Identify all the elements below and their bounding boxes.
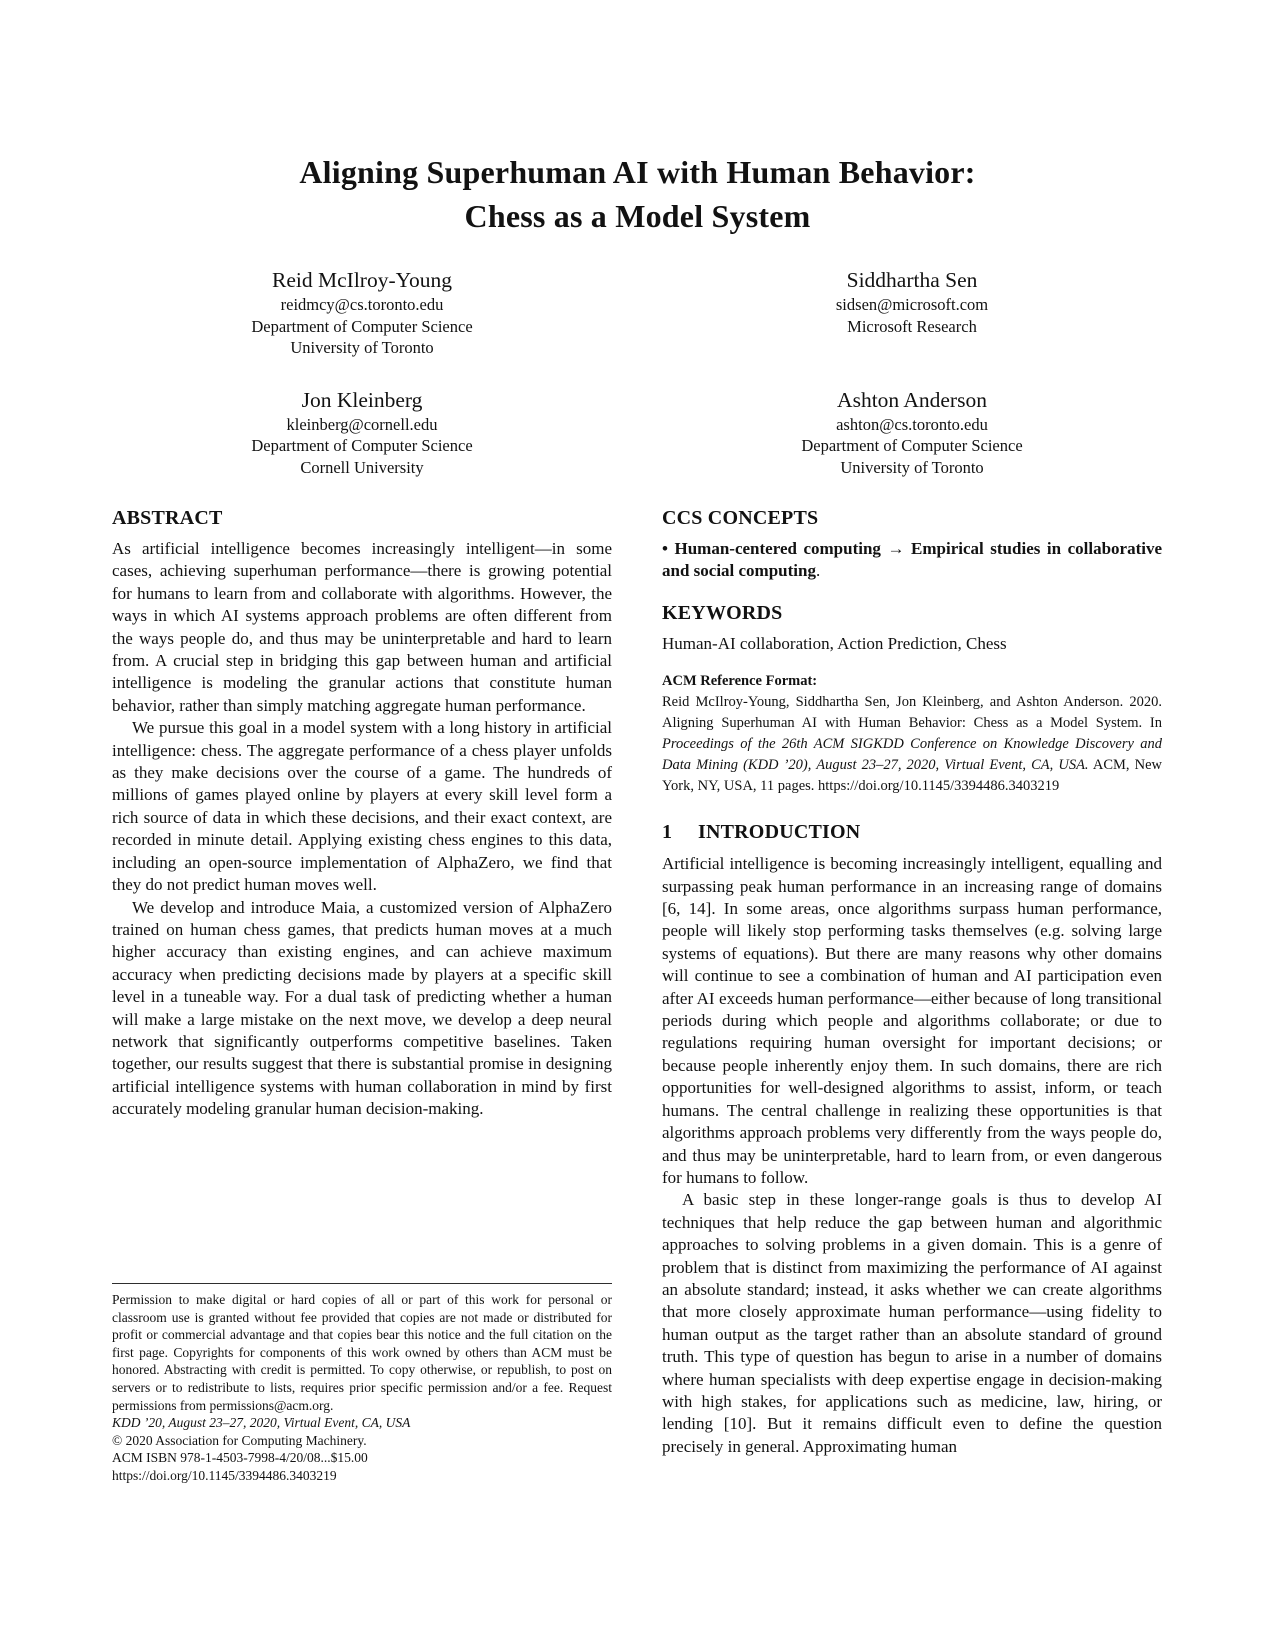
reference-publisher: ACM, New York, NY, USA, 11 pages. https://doi.org/10.1145/3394486.3403219 [662, 757, 1162, 795]
paper-title-line1: Aligning Superhuman AI with Human Behavior: [299, 154, 976, 190]
introduction-paragraph-1: Artificial intelligence is becoming increasingly intelligent, equalling and surpassing peak human performance in an increasing range of domains [6, 14]. In some areas, once algorithms surpass human performance, people will likely stop performing tasks themselves (e.g. solving large systems of equations). But there are many reasons why other domains will continue to see a combination of human and AI participation even after AI exceeds human performance—either because of long transitional periods during which people and algorithms collaborate; or due to regulations requiring human oversight for important decisions; or because people inherently enjoy them. In such domains, there are rich opportunities for well-designed algorithms to assist, inform, or teach humans. The central challenge in realizing these opportunities is that algorithms approach problems very differently from the ways people do, and thus may be uninterpretable, hard to learn from, or even dangerous for humans to follow. [662, 854, 1162, 1187]
author-affiliation: Microsoft Research [847, 316, 977, 336]
ccs-concept: Empirical studies in collaborative and social computing [662, 539, 1163, 581]
author-affiliation: Department of Computer Science [251, 436, 473, 455]
arrow-right-icon: → [887, 539, 905, 558]
ccs-period: . [815, 561, 821, 581]
footnote-divider [112, 1283, 612, 1284]
abstract-paragraph-2: We pursue this goal in a model system with a long history in artificial intelligence: chess. The aggregate performance of a chess player unfolds as they make decisions over the course of a game. The hundreds of millions of games played online by players at every skill level form a rich source of data in which these decisions, and their exact context, are recorded in minute detail. Applying existing chess engines to this data, including an open-source implementation of AlphaZero, we find that they do not predict human moves well. [112, 718, 612, 895]
author-affiliation: Department of Computer Science [801, 436, 1023, 455]
ccs-category: Human-centered computing [674, 539, 881, 558]
author-email: kleinberg@cornell.edu [286, 414, 438, 434]
author-name: Jon Kleinberg [301, 387, 423, 412]
abstract-heading: ABSTRACT [112, 507, 223, 529]
author-affiliation: University of Toronto [840, 457, 984, 477]
abstract-paragraph-1: As artificial intelligence becomes increasingly intelligent—in some cases, achieving superhuman performance—there is growing potential for humans to learn from and collaborate with algorithms. However, the ways in which AI systems approach problems are often different from the ways people do, and thus may be uninterpretable and hard to learn from. A crucial step in bridging this gap between human and artificial intelligence is modeling the granular actions that constitute human behavior, rather than simply matching aggregate human performance. [112, 539, 612, 715]
author-block [112, 266, 612, 359]
acm-reference-heading: ACM Reference Format: [662, 673, 818, 690]
footnote-block [112, 1283, 612, 1485]
author-email: ashton@cs.toronto.edu [836, 414, 988, 434]
author-name: Reid McIlroy-Young [272, 268, 452, 292]
reference-authors: Reid McIlroy-Young, Siddhartha Sen, Jon Kleinberg, and Ashton Anderson. 2020. Aligning Superhuman AI with Human Behavior: Chess as a Model System. In [662, 694, 1162, 732]
author-name: Ashton Anderson [837, 387, 987, 412]
copyright-text: © 2020 Association for Computing Machinery. [112, 1432, 367, 1448]
left-column [112, 506, 612, 1121]
author-grid [112, 266, 1162, 478]
author-name: Siddhartha Sen [846, 268, 978, 292]
keywords-text: Human-AI collaboration, Action Prediction, Chess [662, 633, 1007, 653]
introduction-paragraph-2: A basic step in these longer-range goals is thus to develop AI techniques that help reduce the gap between human and algorithmic approaches to solving problems in a given domain. This is a genre of problem that is distinct from maximizing the performance of AI against an absolute standard; instead, it asks whether we can create algorithms that more closely approximate human performance—using fidelity to human output as the target rather than an absolute standard of ground truth. This type of question has begun to arise in a number of domains where human specialists with deep expertise engage in decision-making with high stakes, for applications such as medicine, law, hiring, or lending [10]. But it remains difficult even to define the question precisely in general. Approximating human [662, 1190, 1162, 1456]
author-affiliation: Cornell University [300, 457, 424, 477]
author-block [112, 386, 612, 479]
paper-title-line2: Chess as a Model System [464, 198, 811, 234]
section-title: INTRODUCTION [698, 821, 861, 844]
author-affiliation: Department of Computer Science [251, 316, 473, 336]
acm-reference-text [662, 692, 1162, 797]
author-block [662, 266, 1162, 359]
ccs-concepts-heading: CCS CONCEPTS [662, 507, 819, 529]
isbn-text: ACM ISBN 978-1-4503-7998-4/20/08...$15.00 [112, 1450, 368, 1466]
permission-text: Permission to make digital or hard copies of all or part of this work for personal or classroom use is granted without fee provided that copies are not made or distributed for profit or commercial advantage and that copies bear this notice and the full citation on the first page. Copyrights for components of this work owned by others than ACM must be honored. Abstracting with credit is permitted. To copy otherwise, or republish, to post on servers or to redistribute to lists, requires prior specific permission and/or a fee. Request permissions from permissions@acm.org. [112, 1292, 612, 1413]
abstract-paragraph-3: We develop and introduce Maia, a customized version of AlphaZero trained on human chess games, that predicts human moves at a much higher accuracy than existing engines, and can achieve maximum accuracy when predicting decisions made by players at a specific skill level in a tuneable way. For a dual task of predicting whether a human will make a large mistake on the next move, we develop a deep neural network that significantly outperforms competitive baselines. Taken together, our results suggest that there is substantial promise in designing artificial intelligence systems with human collaboration in mind by first accurately modeling granular human decision-making. [112, 897, 612, 1119]
introduction-heading [662, 820, 1162, 844]
author-affiliation: University of Toronto [290, 338, 434, 357]
doi-text: https://doi.org/10.1145/3394486.3403219 [112, 1467, 337, 1483]
author-email: reidmcy@cs.toronto.edu [280, 295, 444, 314]
reference-proceedings: Proceedings of the 26th ACM SIGKDD Conference on Knowledge Discovery and Data Mining (KDD ’20), August 23–27, 2020, Virtual Event, CA, USA. [662, 736, 1162, 774]
section-number: 1 [662, 821, 673, 844]
ccs-concepts-text [662, 538, 1162, 583]
right-column [662, 506, 1162, 1458]
paper-title [0, 150, 1275, 238]
venue-text: KDD ’20, August 23–27, 2020, Virtual Event, CA, USA [112, 1415, 411, 1431]
author-email: sidsen@microsoft.com [835, 295, 989, 314]
author-block [662, 386, 1162, 479]
ccs-bullet: • [662, 539, 668, 558]
keywords-heading: KEYWORDS [662, 601, 783, 624]
